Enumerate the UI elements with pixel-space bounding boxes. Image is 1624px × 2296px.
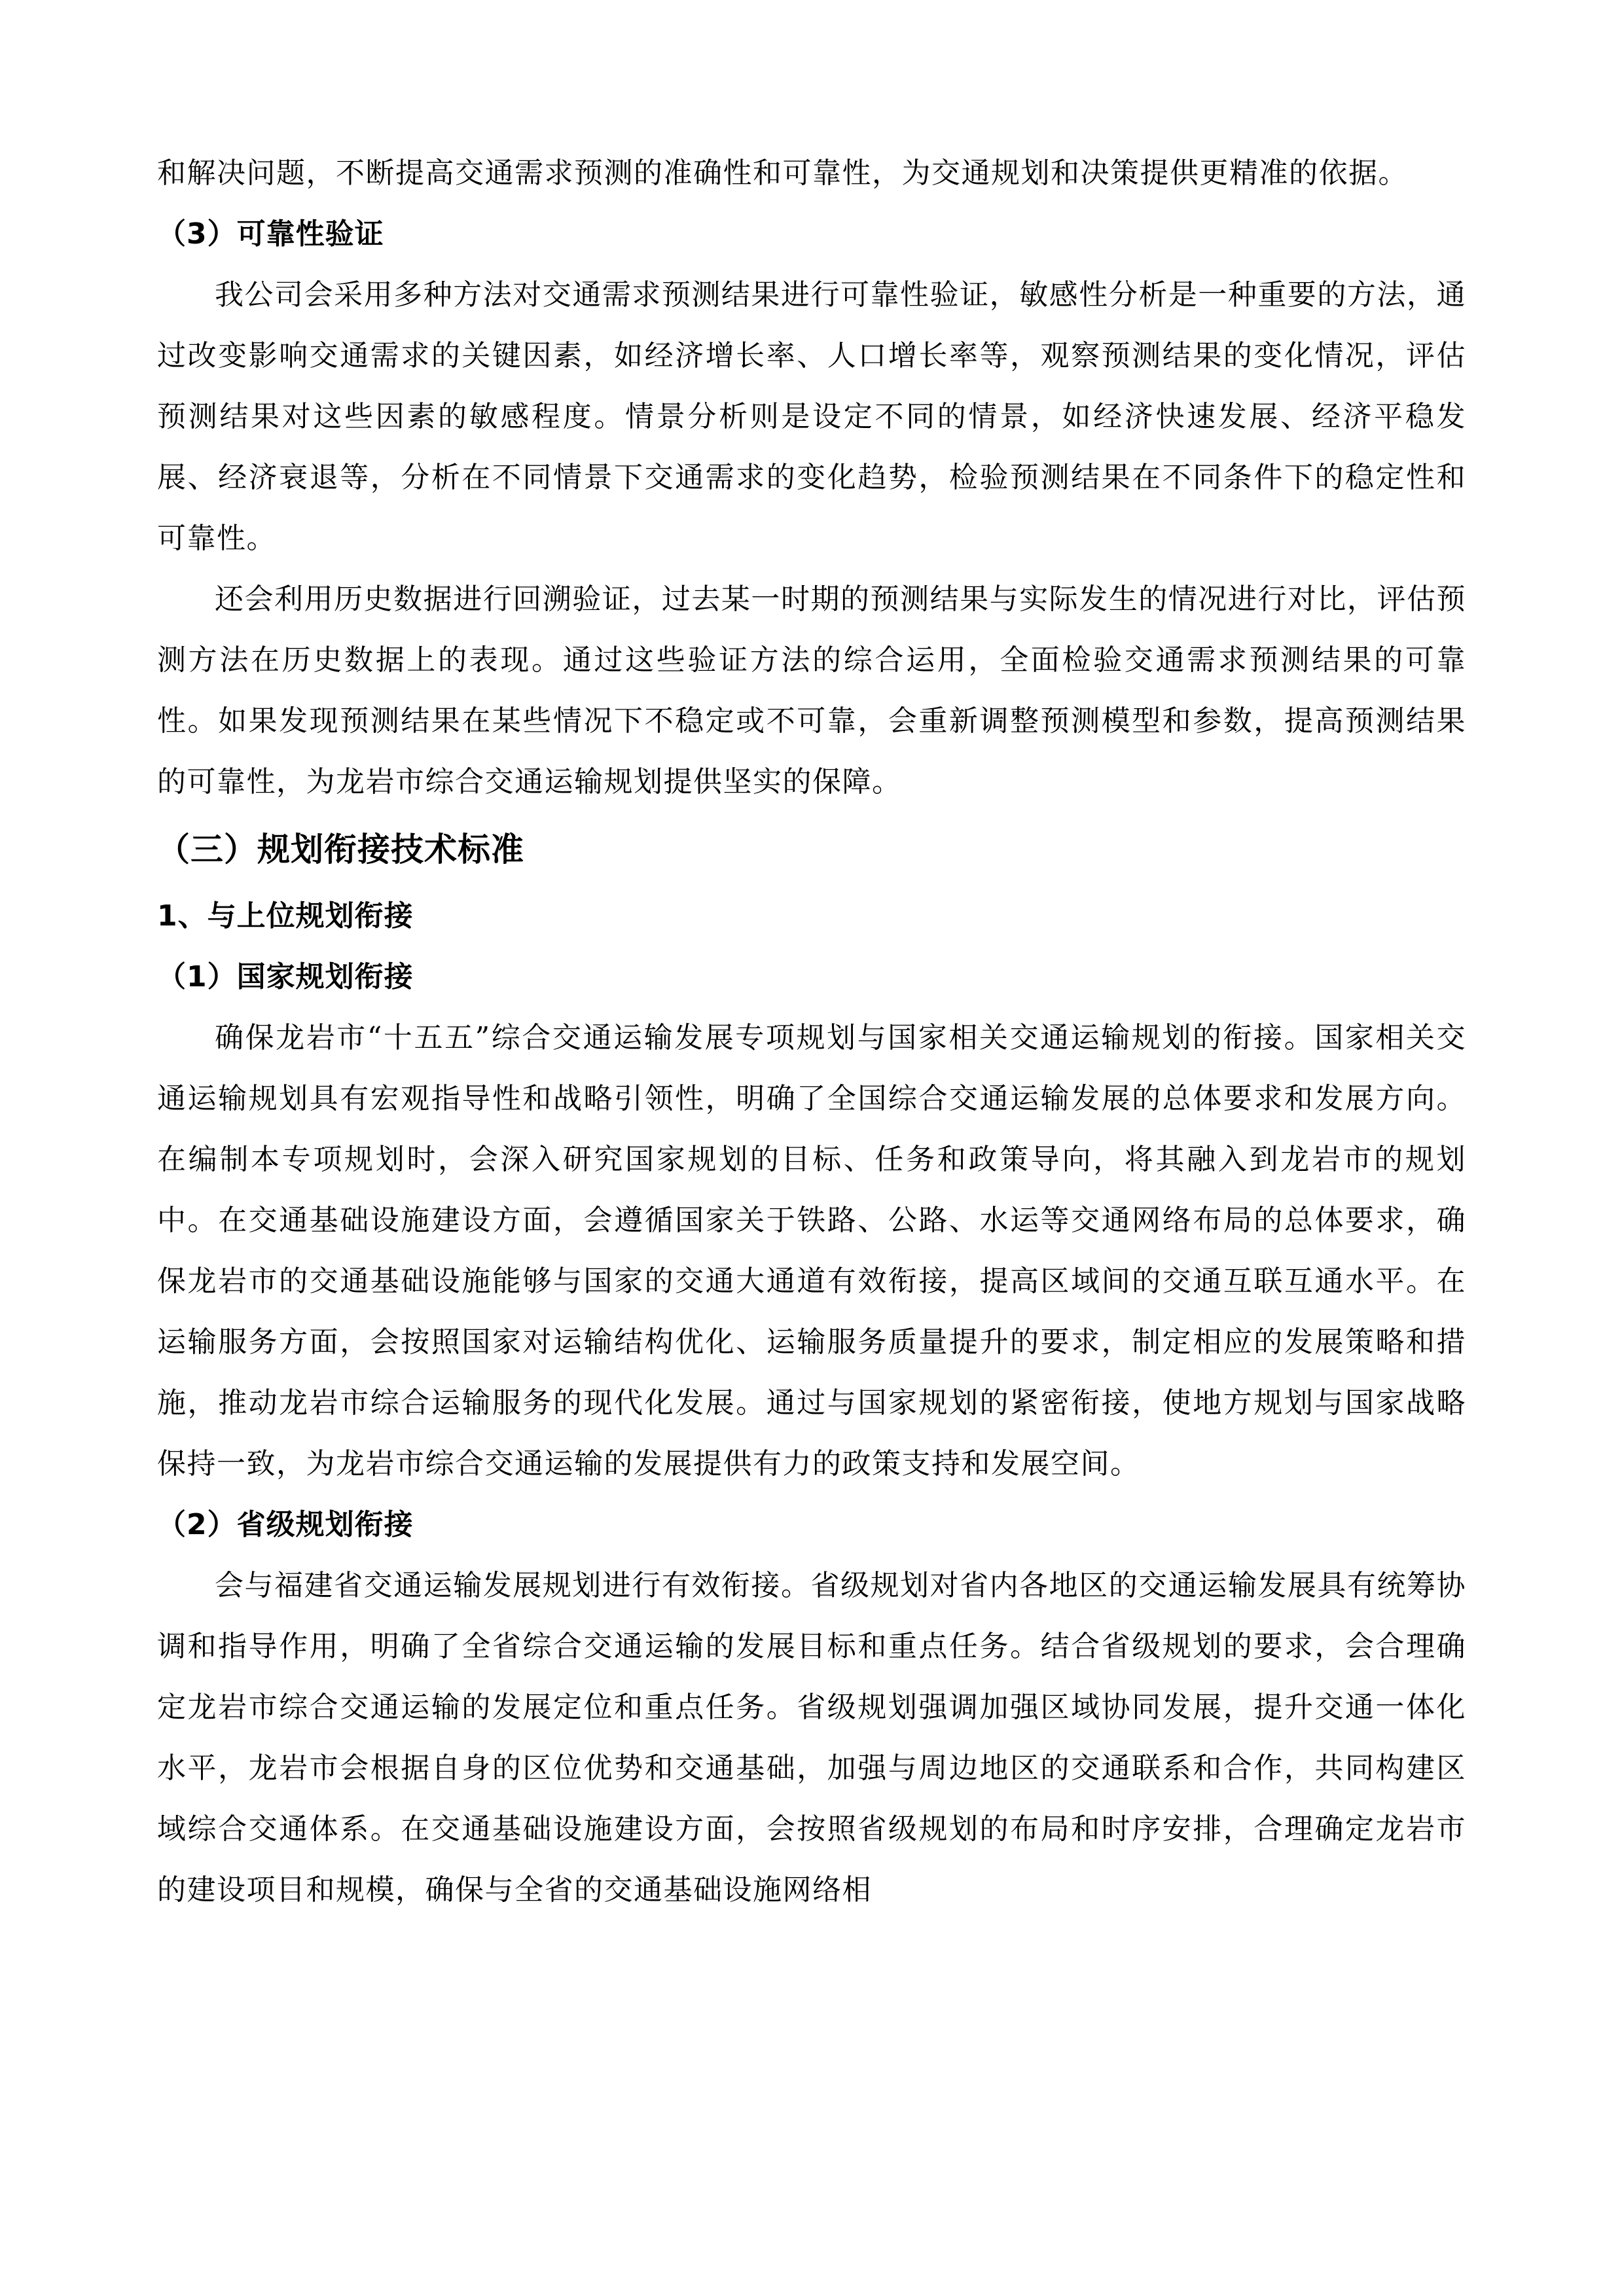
heading-national-planning: （1）国家规划衔接 <box>157 960 414 994</box>
paragraph-continued: 和解决问题，不断提高交通需求预测的准确性和可靠性，为交通规划和决策提供更精准的依据。 <box>157 156 1408 190</box>
paragraph-provincial-planning: 会与福建省交通运输发展规划进行有效衔接。省级规划对省内各地区的交通运输发展具有统筹协调和指导作用，明确了全省综合交通运输的发展目标和重点任务。结合省级规划的要求，会合理确定龙岩市综合交通运输的发展定位和重点任务。省级规划强调加强区域协同发展，提升交通一体化水平，龙岩市会根据自身的区位优势和交通基础，加强与周边地区的交通联系和合作，共同构建区域综合交通体系。在交通基础设施建设方面，会按照省级规划的布局和时序安排，合理确定龙岩市的建设项目和规模，确保与全省的交通基础设施网络相 <box>157 1569 1466 1907</box>
heading-reliability-verification: （3）可靠性验证 <box>157 217 384 251</box>
subsection-heading-higher-level-planning: 1、与上位规划衔接 <box>157 899 414 933</box>
document-page <box>157 143 1466 1920</box>
paragraph-national-planning: 确保龙岩市“十五五”综合交通运输发展专项规划与国家相关交通运输规划的衔接。国家相关交通运输规划具有宏观指导性和战略引领性，明确了全国综合交通运输发展的总体要求和发展方向。在编制本专项规划时，会深入研究国家规划的目标、任务和政策导向，将其融入到龙岩市的规划中。在交通基础设施建设方面，会遵循国家关于铁路、公路、水运等交通网络布局的总体要求，确保龙岩市的交通基础设施能够与国家的交通大通道有效衔接，提高区域间的交通互联互通水平。在运输服务方面，会按照国家对运输结构优化、运输服务质量提升的要求，制定相应的发展策略和措施，推动龙岩市综合运输服务的现代化发展。通过与国家规划的紧密衔接，使地方规划与国家战略保持一致，为龙岩市综合交通运输的发展提供有力的政策支持和发展空间。 <box>157 1021 1466 1480</box>
paragraph-reliability-2: 还会利用历史数据进行回溯验证，过去某一时期的预测结果与实际发生的情况进行对比，评估预测方法在历史数据上的表现。通过这些验证方法的综合运用，全面检验交通需求预测结果的可靠性。如果发现预测结果在某些情况下不稳定或不可靠，会重新调整预测模型和参数，提高预测结果的可靠性，为龙岩市综合交通运输规划提供坚实的保障。 <box>157 583 1466 798</box>
section-heading-planning-standards: （三）规划衔接技术标准 <box>157 831 524 869</box>
heading-provincial-planning: （2）省级规划衔接 <box>157 1508 414 1541</box>
paragraph-reliability-1: 我公司会采用多种方法对交通需求预测结果进行可靠性验证，敏感性分析是一种重要的方法，通过改变影响交通需求的关键因素，如经济增长率、人口增长率等，观察预测结果的变化情况，评估预测结果对这些因素的敏感程度。情景分析则是设定不同的情景，如经济快速发展、经济平稳发展、经济衰退等，分析在不同情景下交通需求的变化趋势，检验预测结果在不同条件下的稳定性和可靠性。 <box>157 278 1466 555</box>
